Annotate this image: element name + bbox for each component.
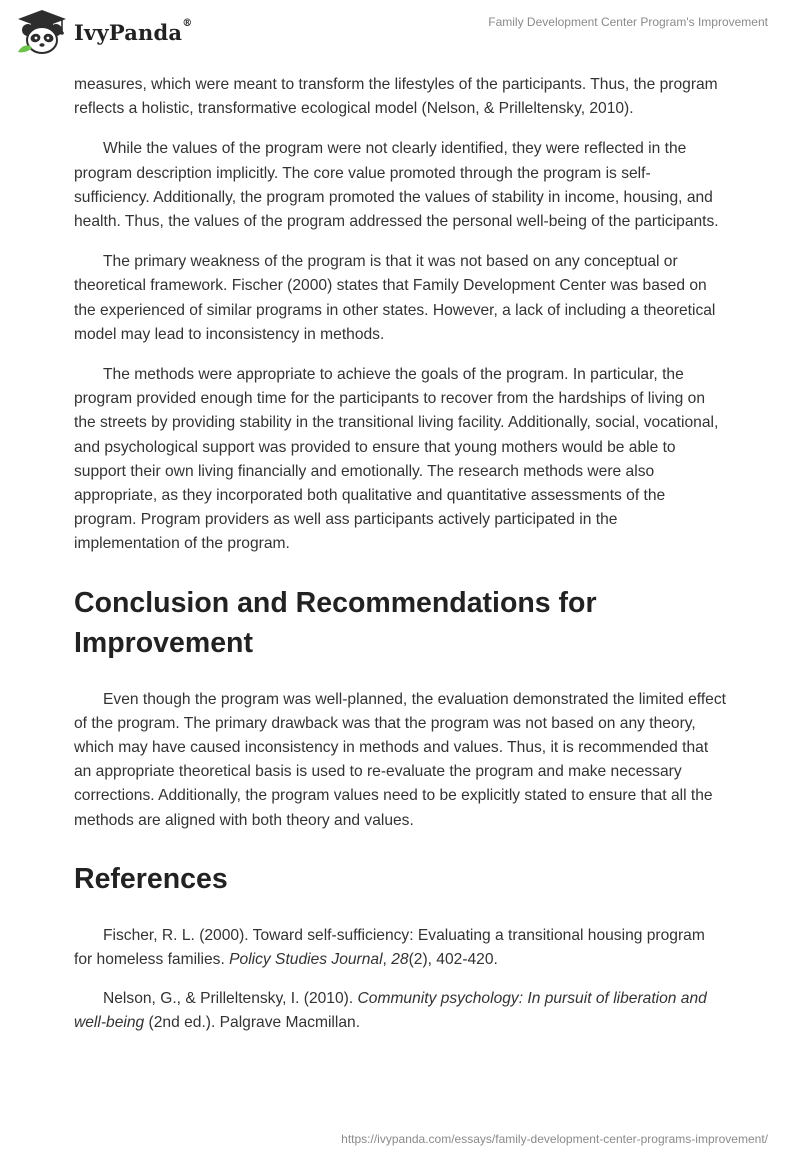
ivypanda-logo[interactable] xyxy=(14,8,192,56)
essay-content xyxy=(74,73,726,1051)
body-paragraph: While the values of the program were not clearly identified, they were reflected in the program description implicitly. The core value promoted through the program is self-sufficiency. Additionally, the program promoted the values of stability in income, housing, and health. Thus, the values of the program addressed the personal well-being of the participants. xyxy=(74,140,719,231)
reference-entry: Nelson, G., & Prilleltensky, I. (2010). Community psychology: In pursuit of liberation and well-being (2nd ed.). Palgrave Macmillan. xyxy=(74,990,707,1032)
panda-graduate-icon xyxy=(14,8,70,56)
body-paragraph: The methods were appropriate to achieve the goals of the program. In particular, the program provided enough time for the participants to recover from the hardships of living on the streets by providing stability in the transitional living facility. Additionally, social, vocational, and psychological support was provided to ensure that young mothers would be able to support their own living financially and emotionally. The research methods were also appropriate, as they incorporated both qualitative and quantitative assessments of the program. Program providers as well ass participants actively participated in the implementation of the program. xyxy=(74,366,719,553)
body-paragraph: measures, which were meant to transform the lifestyles of the participants. Thus, the program reflects a holistic, transformative ecological model (Nelson, & Prilleltensky, 2010). xyxy=(74,76,718,118)
source-url-link[interactable]: https://ivypanda.com/essays/family-development-center-programs-improvement/ xyxy=(341,1132,768,1146)
document-title: Family Development Center Program's Improvement xyxy=(488,15,768,29)
body-paragraph: The primary weakness of the program is that it was not based on any conceptual or theoretical framework. Fischer (2000) states that Family Development Center was based on the experienced of similar programs in other states. However, a lack of including a theoretical model may lead to inconsistency in methods. xyxy=(74,253,716,343)
reference-entry: Fischer, R. L. (2000). Toward self-sufficiency: Evaluating a transitional housing program for homeless families. Policy Studies Journal, 28(2), 402-420. xyxy=(74,926,705,969)
conclusion-paragraph: Even though the program was well-planned, the evaluation demonstrated the limited effect of the program. The primary drawback was that the program was not based on any theory, which may have caused inconsistency in methods and values. Thus, it is recommended that an appropriate theoretical basis is used to re-evaluate the program and make necessary corrections. Additionally, the program values need to be explicitly stated to ensure that all the methods are aligned with both theory and values. xyxy=(74,690,726,829)
page-header xyxy=(0,0,800,68)
references-heading: References xyxy=(74,862,228,895)
conclusion-heading: Conclusion and Recommendations for Improvement xyxy=(74,586,597,659)
brand-name: IvyPanda® xyxy=(74,17,193,45)
